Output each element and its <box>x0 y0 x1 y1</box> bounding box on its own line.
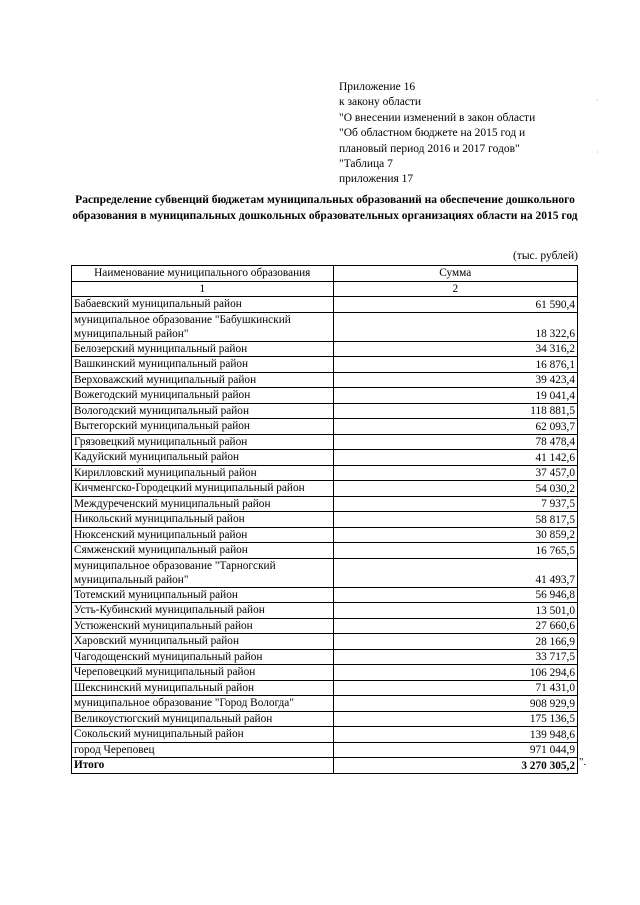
closing-quote: ". <box>579 755 587 768</box>
table-row <box>72 727 578 743</box>
row-value: 61 590,4 <box>333 297 577 313</box>
appendix-line: "Об областном бюджете на 2015 год и <box>339 127 526 140</box>
scan-speck: · <box>596 148 599 157</box>
table-row <box>72 357 578 373</box>
table-row <box>72 481 578 497</box>
row-name: муниципальное образование "Город Вологда" <box>72 696 334 712</box>
row-value: 18 322,6 <box>333 312 577 341</box>
table-row <box>72 618 578 634</box>
table-row <box>72 372 578 388</box>
row-name: Вологодский муниципальный район <box>72 403 334 419</box>
table-body <box>72 297 578 758</box>
row-value: 16 876,1 <box>333 357 577 373</box>
row-name: город Череповец <box>72 742 334 758</box>
column-number: 1 <box>72 281 334 297</box>
table-row <box>72 634 578 650</box>
row-name: Череповецкий муниципальный район <box>72 665 334 681</box>
row-name: Верховажский муниципальный район <box>72 372 334 388</box>
appendix-line: "О внесении изменений в закон области <box>339 111 536 124</box>
table-row <box>72 680 578 696</box>
table-row <box>72 665 578 681</box>
total-value: 3 270 305,2 <box>333 758 577 774</box>
table-row <box>72 587 578 603</box>
row-value: 54 030,2 <box>333 481 577 497</box>
appendix-header <box>339 80 535 188</box>
table-row <box>72 388 578 404</box>
row-name: Великоустюгский муниципальный район <box>72 711 334 727</box>
row-name: Нюксенский муниципальный район <box>72 527 334 543</box>
row-value: 56 946,8 <box>333 587 577 603</box>
table-row <box>72 696 578 712</box>
row-value: 78 478,4 <box>333 434 577 450</box>
table-row <box>72 312 578 341</box>
column-number: 2 <box>333 281 577 297</box>
appendix-line: плановый период 2016 и 2017 годов" <box>339 142 520 155</box>
table-row <box>72 434 578 450</box>
row-value: 58 817,5 <box>333 512 577 528</box>
row-value: 39 423,4 <box>333 372 577 388</box>
appendix-line: к закону области <box>339 96 422 109</box>
row-name: муниципальное образование "Тарногский муниципальный район" <box>72 558 334 587</box>
row-value: 19 041,4 <box>333 388 577 404</box>
subsidy-table <box>71 265 578 774</box>
row-name: Вытегорский муниципальный район <box>72 419 334 435</box>
row-name: Усть-Кубинский муниципальный район <box>72 603 334 619</box>
row-value: 33 717,5 <box>333 649 577 665</box>
appendix-line: приложения 17 <box>339 173 414 186</box>
table-row <box>72 297 578 313</box>
row-value: 118 881,5 <box>333 403 577 419</box>
table-row <box>72 603 578 619</box>
row-name: Сямженский муниципальный район <box>72 543 334 559</box>
row-value: 971 044,9 <box>333 742 577 758</box>
table-row <box>72 450 578 466</box>
row-value: 175 136,5 <box>333 711 577 727</box>
table-row <box>72 558 578 587</box>
row-name: Устюженский муниципальный район <box>72 618 334 634</box>
row-value: 37 457,0 <box>333 465 577 481</box>
row-name: Кирилловский муниципальный район <box>72 465 334 481</box>
table-row <box>72 711 578 727</box>
row-value: 106 294,6 <box>333 665 577 681</box>
table-row <box>72 465 578 481</box>
column-number-row <box>72 281 578 297</box>
row-name: Грязовецкий муниципальный район <box>72 434 334 450</box>
row-name: Междуреченский муниципальный район <box>72 496 334 512</box>
row-name: Бабаевский муниципальный район <box>72 297 334 313</box>
total-label: Итого <box>72 758 334 774</box>
row-value: 908 929,9 <box>333 696 577 712</box>
row-value: 13 501,0 <box>333 603 577 619</box>
row-name: Тотемский муниципальный район <box>72 587 334 603</box>
table-row <box>72 527 578 543</box>
table-row <box>72 403 578 419</box>
total-row <box>72 758 578 774</box>
row-value: 139 948,6 <box>333 727 577 743</box>
table-row <box>72 419 578 435</box>
header-sum: Сумма <box>333 266 577 282</box>
table-row <box>72 649 578 665</box>
row-value: 62 093,7 <box>333 419 577 435</box>
row-name: Чагодощенский муниципальный район <box>72 649 334 665</box>
row-name: Вожегодский муниципальный район <box>72 388 334 404</box>
table-row <box>72 543 578 559</box>
row-value: 71 431,0 <box>333 680 577 696</box>
row-name: Кичменгско-Городецкий муниципальный район <box>72 481 334 497</box>
table-row <box>72 742 578 758</box>
table-row <box>72 496 578 512</box>
row-value: 7 937,5 <box>333 496 577 512</box>
document-title: Распределение субвенций бюджетам муниципальных образований на обеспечение дошкольного образования в муниципальных дошкольных образовательных организациях области на 2015 год <box>72 194 578 222</box>
header-name: Наименование муниципального образования <box>72 266 334 282</box>
row-name: Вашкинский муниципальный район <box>72 357 334 373</box>
scan-speck: · <box>596 96 599 105</box>
table-row <box>72 512 578 528</box>
row-name: Кадуйский муниципальный район <box>72 450 334 466</box>
header-row <box>72 266 578 282</box>
row-name: Сокольский муниципальный район <box>72 727 334 743</box>
row-name: Белозерский муниципальный район <box>72 341 334 357</box>
row-value: 28 166,9 <box>333 634 577 650</box>
row-name: Шекснинский муниципальный район <box>72 680 334 696</box>
appendix-line: Приложение 16 <box>339 81 416 93</box>
row-value: 30 859,2 <box>333 527 577 543</box>
table-row <box>72 341 578 357</box>
row-name: муниципальное образование "Бабушкинский муниципальный район" <box>72 312 334 341</box>
row-value: 16 765,5 <box>333 543 577 559</box>
row-value: 41 142,6 <box>333 450 577 466</box>
units-label: (тыс. рублей) <box>512 250 578 262</box>
row-name: Харовский муниципальный район <box>72 634 334 650</box>
appendix-line: "Таблица 7 <box>339 158 393 171</box>
row-value: 27 660,6 <box>333 618 577 634</box>
row-value: 41 493,7 <box>333 558 577 587</box>
row-name: Никольский муниципальный район <box>72 512 334 528</box>
row-value: 34 316,2 <box>333 341 577 357</box>
